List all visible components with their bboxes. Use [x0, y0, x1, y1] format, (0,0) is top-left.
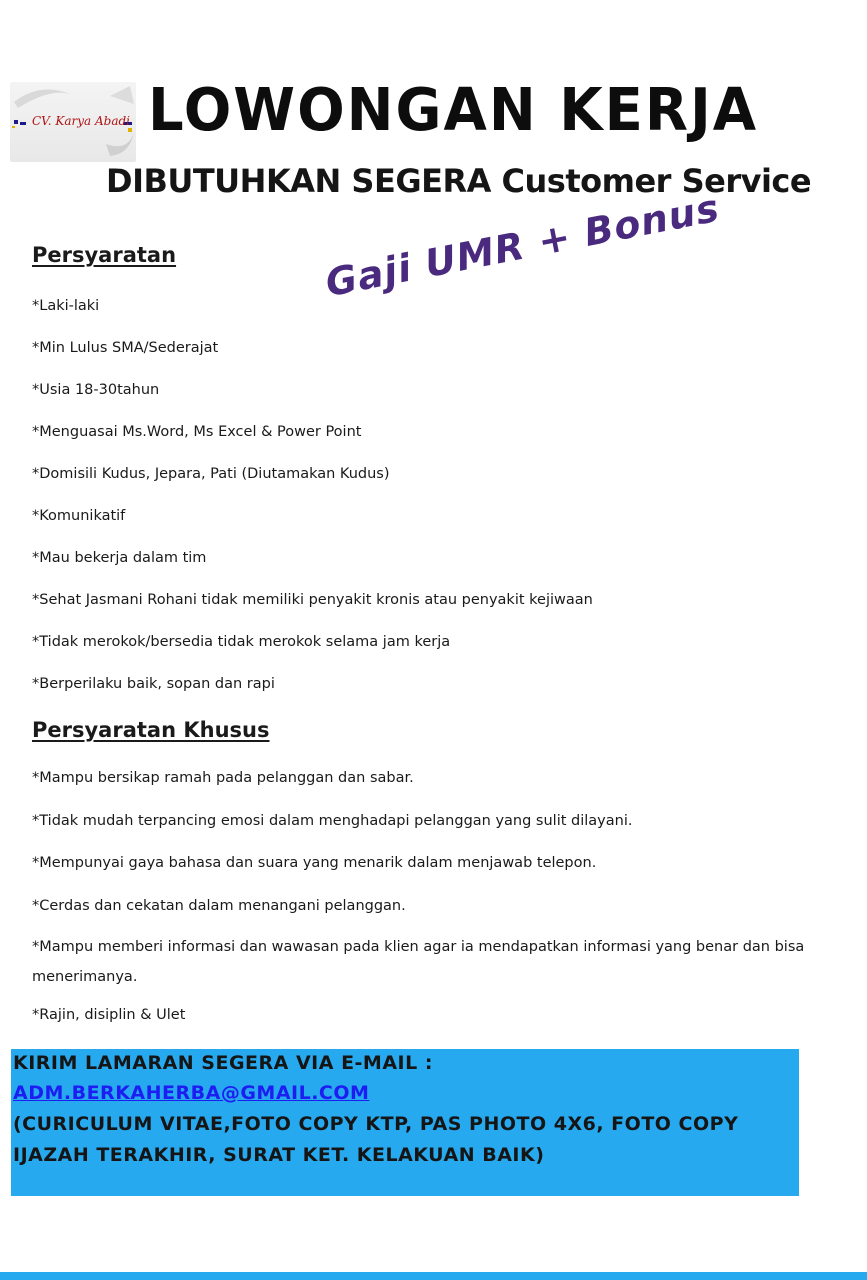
requirements-heading: Persyaratan: [32, 243, 177, 267]
requirement-item: *Mau bekerja dalam tim: [32, 550, 207, 566]
page-subtitle: DIBUTUHKAN SEGERA Customer Service: [106, 162, 812, 200]
special-requirement-item: *Mempunyai gaya bahasa dan suara yang menarik dalam menjawab telepon.: [32, 855, 597, 871]
logo-text: CV. Karya Abadi: [32, 114, 131, 128]
special-requirements-heading: Persyaratan Khusus: [32, 718, 270, 742]
requirement-item: *Domisili Kudus, Jepara, Pati (Diutamakan Kudus): [32, 466, 390, 482]
requirement-item: *Sehat Jasmani Rohani tidak memiliki penyakit kronis atau penyakit kejiwaan: [32, 592, 593, 608]
requirement-item: *Berperilaku baik, sopan dan rapi: [32, 676, 275, 692]
salary-badge: Gaji UMR + Bonus: [322, 185, 724, 306]
contact-instruction: KIRIM LAMARAN SEGERA VIA E-MAIL :: [13, 1052, 433, 1074]
contact-email-link[interactable]: ADM.BERKAHERBA@GMAIL.COM: [13, 1082, 370, 1104]
requirement-item: *Menguasai Ms.Word, Ms Excel & Power Point: [32, 424, 362, 440]
special-requirement-item: *Mampu memberi informasi dan wawasan pada klien agar ia mendapatkan informasi yang benar dan bisa menerimanya.: [32, 939, 805, 985]
special-requirement-item: *Cerdas dan cekatan dalam menangani pelanggan.: [32, 898, 406, 914]
requirement-item: *Min Lulus SMA/Sederajat: [32, 340, 219, 356]
special-requirement-item: *Tidak mudah terpancing emosi dalam menghadapi pelanggan yang sulit dilayani.: [32, 813, 633, 829]
special-requirement-item: *Rajin, disiplin & Ulet: [32, 1007, 186, 1023]
contact-box: [11, 1049, 799, 1196]
company-logo: [10, 82, 136, 162]
requirement-item: *Komunikatif: [32, 508, 126, 524]
requirement-item: *Usia 18-30tahun: [32, 382, 160, 398]
page-title: LOWONGAN KERJA: [148, 76, 759, 145]
requirement-item: *Laki-laki: [32, 298, 100, 314]
bottom-accent-bar: [0, 1272, 867, 1280]
special-requirement-item: *Mampu bersikap ramah pada pelanggan dan sabar.: [32, 770, 414, 786]
contact-documents-line: (CURICULUM VITAE,FOTO COPY KTP, PAS PHOTO 4X6, FOTO COPY: [13, 1113, 739, 1135]
requirement-item: *Tidak merokok/bersedia tidak merokok selama jam kerja: [32, 634, 451, 650]
contact-documents-line: IJAZAH TERAKHIR, SURAT KET. KELAKUAN BAIK): [13, 1144, 545, 1166]
